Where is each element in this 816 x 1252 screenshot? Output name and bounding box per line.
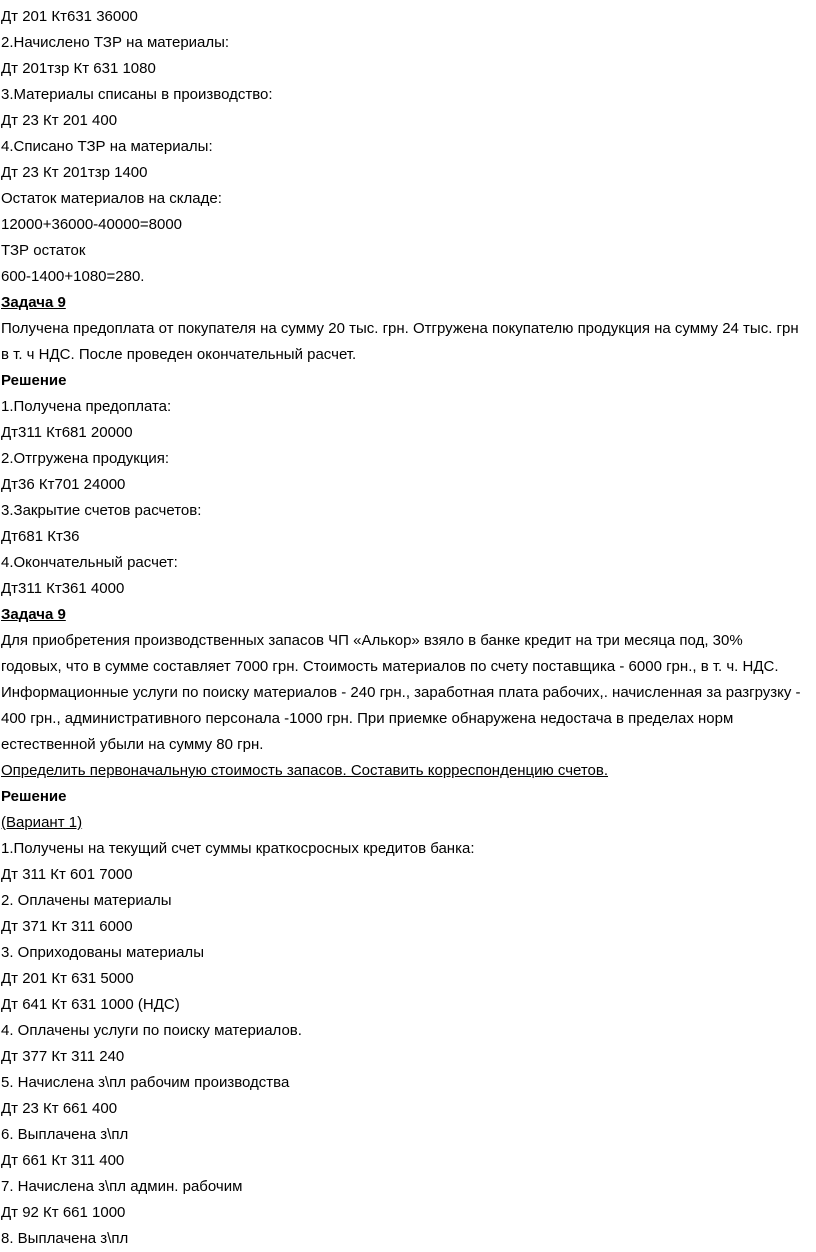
text-line: Дт311 Кт681 20000 (1, 424, 133, 441)
text-line: в т. ч НДС. После проведен окончательный расчет. (1, 346, 357, 363)
text-line: 4.Окончательный расчет: (1, 554, 178, 571)
underlined-line: (Вариант 1) (1, 814, 83, 831)
text-line: 6. Выплачена з\пл (1, 1126, 129, 1143)
text-line: Дт 92 Кт 661 1000 (1, 1204, 126, 1221)
underlined-line: Определить первоначальную стоимость запасов. Составить корреспонденцию счетов. (1, 762, 609, 779)
task-heading: Задача 9 (1, 606, 66, 623)
text-line: Дт 661 Кт 311 400 (1, 1152, 125, 1169)
text-line: Дт 23 Кт 201тзр 1400 (1, 164, 148, 181)
text-line: 8. Выплачена з\пл (1, 1230, 129, 1247)
text-line: 7. Начислена з\пл админ. рабочим (1, 1178, 243, 1195)
text-line: Для приобретения производственных запасов ЧП «Алькор» взяло в банке кредит на три месяца под, 30% (1, 632, 743, 649)
text-line: ТЗР остаток (1, 242, 86, 259)
text-line: Дт 23 Кт 661 400 (1, 1100, 118, 1117)
text-line: Дт 371 Кт 311 6000 (1, 918, 133, 935)
solution-heading: Решение (1, 788, 67, 805)
text-line: Дт 23 Кт 201 400 (1, 112, 118, 129)
text-line: Дт 201 Кт631 36000 (1, 8, 138, 25)
text-line: 2.Начислено ТЗР на материалы: (1, 34, 230, 51)
text-line: 3.Материалы списаны в производство: (1, 86, 273, 103)
text-line: 1.Получены на текущий счет суммы краткосросных кредитов банка: (1, 840, 475, 857)
text-line: Дт 377 Кт 311 240 (1, 1048, 125, 1065)
text-line: Получена предоплата от покупателя на сумму 20 тыс. грн. Отгружена покупателю продукция на сумму 24 тыс. грн (1, 320, 799, 337)
text-line: годовых, что в сумме составляет 7000 грн. Стоимость материалов по счету поставщика - 6000 грн., в т. ч. НДС. (1, 658, 779, 675)
text-line: 12000+36000-40000=8000 (1, 216, 183, 233)
text-line: 3.Закрытие счетов расчетов: (1, 502, 202, 519)
text-line: 4. Оплачены услуги по поиску материалов. (1, 1022, 302, 1039)
text-line: Дт36 Кт701 24000 (1, 476, 126, 493)
text-line: Дт311 Кт361 4000 (1, 580, 125, 597)
text-line: Дт 641 Кт 631 1000 (НДС) (1, 996, 180, 1013)
text-line: 5. Начислена з\пл рабочим производства (1, 1074, 290, 1091)
text-line: 3. Оприходованы материалы (1, 944, 204, 961)
solution-heading: Решение (1, 372, 67, 389)
text-line: 2.Отгружена продукция: (1, 450, 170, 467)
text-line: 2. Оплачены материалы (1, 892, 172, 909)
text-line: Остаток материалов на складе: (1, 190, 222, 207)
text-line: 400 грн., административного персонала -1000 грн. При приемке обнаружена недостача в пределах норм (1, 710, 734, 727)
task-heading: Задача 9 (1, 294, 66, 311)
text-line: Информационные услуги по поиску материалов - 240 грн., заработная плата рабочих,. начисленная за разгрузку - (1, 684, 801, 701)
text-line: 600-1400+1080=280. (1, 268, 145, 285)
text-line: естественной убыли на сумму 80 грн. (1, 736, 264, 753)
text-line: Дт 201тзр Кт 631 1080 (1, 60, 156, 77)
text-line: 4.Списано ТЗР на материалы: (1, 138, 213, 155)
text-line: Дт 201 Кт 631 5000 (1, 970, 134, 987)
text-line: Дт681 Кт36 (1, 528, 80, 545)
text-line: Дт 311 Кт 601 7000 (1, 866, 133, 883)
text-line: 1.Получена предоплата: (1, 398, 172, 415)
